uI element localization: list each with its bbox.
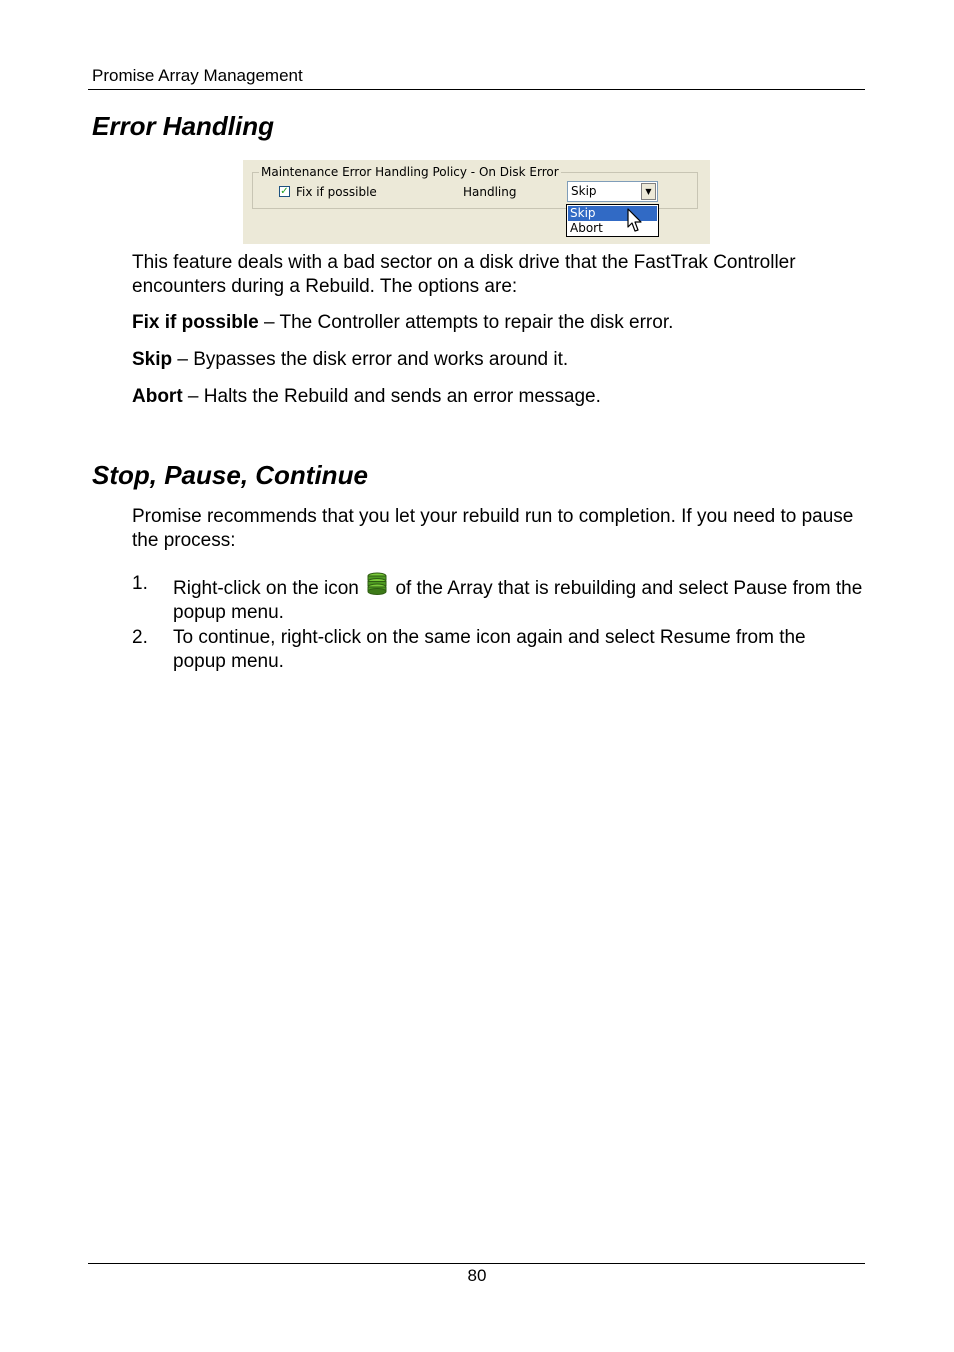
step-1-text [173,572,863,624]
step-number: 1. [132,573,148,594]
option-skip [132,348,862,372]
chevron-down-icon[interactable]: ▼ [641,183,656,200]
option-term: Abort [132,386,183,407]
section-title-error-handling: Error Handling [92,111,275,141]
array-icon [366,572,388,596]
fix-if-possible-label: Fix if possible [296,185,377,199]
error-handling-intro: This feature deals with a bad sector on a disk drive that the FastTrak Controller encounters during a Rebuild. The options are: [132,252,796,297]
error-handling-panel [243,160,710,244]
option-term: Fix if possible [132,312,259,333]
option-description: – The Controller attempts to repair the disk error. [258,312,674,333]
option-abort [132,385,862,409]
running-header: Promise Array Management [92,66,303,85]
mouse-pointer-icon [627,208,643,234]
groupbox-title: Maintenance Error Handling Policy - On Disk Error [261,165,559,179]
option-description: – Halts the Rebuild and sends an error message. [182,386,601,407]
handling-select-value: Skip [571,184,597,198]
option-description: – Bypasses the disk error and works around it. [172,349,569,370]
handling-select[interactable] [567,181,658,202]
dropdown-option-skip[interactable]: Skip [568,206,657,221]
handling-label: Handling [463,185,517,199]
page-number: 80 [467,1266,487,1285]
header-rule [88,89,865,90]
dropdown-option-abort[interactable]: Abort [570,221,603,235]
handling-dropdown-list [566,204,659,237]
step-1-text-after: of the Array that is rebuilding and select Pause from the popup menu. [173,578,863,623]
option-term: Skip [132,349,173,370]
step-number: 2. [132,627,148,648]
stop-pause-intro: Promise recommends that you let your rebuild run to completion. If you need to pause the process: [132,506,854,551]
step-1-text-before: Right-click on the icon [173,578,359,599]
step-2-text: To continue, right-click on the same icon again and select Resume from the popup menu. [173,627,806,672]
section-title-stop-pause-continue: Stop, Pause, Continue [92,460,368,490]
footer-rule [88,1263,865,1264]
fix-if-possible-checkbox[interactable]: ✓ [280,186,289,197]
option-fix-if-possible [132,311,862,335]
